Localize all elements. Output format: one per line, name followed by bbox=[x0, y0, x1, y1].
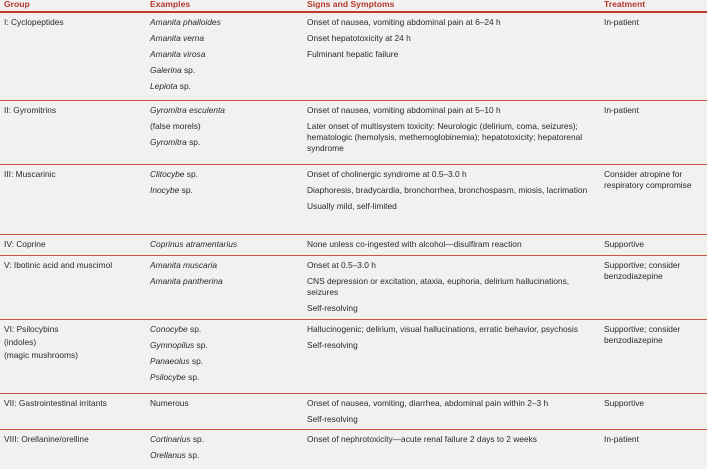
symptom-text: Later onset of multisystem toxicity: Neurologic (delirium, coma, seizures); hematologic (hemolysis, methemoglobinemia); hepatotoxicity; hepatorenal syndrome bbox=[307, 120, 583, 153]
treatment-cell: In-patient bbox=[604, 17, 639, 27]
treatment-cell: In-patient bbox=[604, 105, 639, 115]
group-label: V: Ibotinic acid and muscimol bbox=[4, 260, 113, 270]
species-name: Amanita verna bbox=[150, 32, 204, 43]
signs-cell bbox=[307, 398, 592, 430]
examples-cell bbox=[150, 260, 300, 292]
example-species bbox=[150, 434, 300, 445]
species-suffix: sp. bbox=[185, 449, 200, 460]
symptom-text: Diaphoresis, bradycardia, bronchorrhea, bronchospasm, miosis, lacrimation bbox=[307, 184, 588, 195]
header-signs: Signs and Symptoms bbox=[307, 0, 395, 9]
species-name: Amanita phalloides bbox=[150, 17, 221, 27]
symptom-text: Onset of cholinergic syndrome at 0.5–3.0 h bbox=[307, 169, 467, 179]
species-name: Coprinus atramentarius bbox=[150, 239, 238, 249]
species-suffix: sp. bbox=[189, 355, 204, 366]
symptom-text: Self-resolving bbox=[307, 302, 358, 313]
group-cell bbox=[4, 105, 136, 118]
group-label: VI: Psilocybins bbox=[4, 324, 59, 334]
example-species bbox=[150, 276, 300, 287]
species-suffix: sp. bbox=[184, 169, 198, 179]
symptom-text: None unless co-ingested with alcohol—disulfiram reaction bbox=[307, 239, 522, 249]
species-suffix: sp. bbox=[185, 371, 200, 382]
table-header bbox=[0, 0, 707, 11]
group-label: III: Muscarinic bbox=[4, 169, 56, 179]
example-species bbox=[150, 398, 300, 409]
signs-cell bbox=[307, 169, 592, 217]
group-label: (indoles) bbox=[4, 336, 37, 347]
symptom-text: Self-resolving bbox=[307, 413, 358, 424]
species-suffix: sp. bbox=[190, 434, 204, 444]
symptom-text: Onset at 0.5–3.0 h bbox=[307, 260, 376, 270]
symptom-text: Usually mild, self-limited bbox=[307, 200, 397, 211]
example-species bbox=[150, 185, 300, 196]
table-row bbox=[0, 320, 707, 394]
table-row bbox=[0, 394, 707, 430]
species-suffix: sp. bbox=[194, 339, 208, 350]
symptom-text: Onset of nausea, vomiting abdominal pain at 5–10 h bbox=[307, 105, 501, 115]
signs-cell bbox=[307, 260, 592, 319]
treatment-cell: Consider atropine for respiratory compromise bbox=[604, 169, 692, 190]
symptom-text: Onset of nausea, vomiting, diarrhea, abdominal pain within 2–3 h bbox=[307, 398, 549, 408]
table-row bbox=[0, 430, 707, 469]
group-cell bbox=[4, 17, 136, 30]
example-species bbox=[150, 137, 300, 148]
symptom-text: Self-resolving bbox=[307, 339, 358, 350]
group-cell bbox=[4, 324, 136, 363]
example-species bbox=[150, 372, 300, 383]
example-species bbox=[150, 17, 300, 28]
species-suffix: sp. bbox=[181, 64, 196, 75]
symptom-text: Onset of nephrotoxicity—acute renal failure 2 days to 2 weeks bbox=[307, 434, 537, 444]
species-suffix: (false morels) bbox=[150, 120, 201, 131]
example-species bbox=[150, 33, 300, 44]
species-name: Conocybe bbox=[150, 324, 188, 334]
example-species bbox=[150, 169, 300, 180]
signs-cell bbox=[307, 434, 592, 450]
examples-cell bbox=[150, 105, 300, 153]
example-species bbox=[150, 260, 300, 271]
species-suffix: sp. bbox=[187, 324, 202, 334]
group-cell bbox=[4, 239, 136, 252]
signs-cell bbox=[307, 324, 592, 356]
examples-cell bbox=[150, 17, 300, 97]
example-species bbox=[150, 121, 300, 132]
treatment-cell: Supportive bbox=[604, 239, 645, 249]
table-row bbox=[0, 13, 707, 101]
species-name: Amanita virosa bbox=[150, 48, 206, 59]
species-name: Galerina bbox=[150, 64, 182, 75]
table-row bbox=[0, 101, 707, 165]
species-name: Clitocybe bbox=[150, 169, 185, 179]
treatment-cell: Supportive; consider benzodiazepine bbox=[604, 324, 681, 345]
example-species bbox=[150, 81, 300, 92]
examples-cell bbox=[150, 239, 300, 255]
group-label: II: Gyromitrins bbox=[4, 105, 57, 115]
example-species bbox=[150, 324, 300, 335]
table-row bbox=[0, 235, 707, 256]
species-name: Inocybe bbox=[150, 184, 180, 195]
group-label: VII: Gastrointestinal irritants bbox=[4, 398, 107, 408]
group-cell bbox=[4, 398, 136, 411]
example-species bbox=[150, 340, 300, 351]
symptom-text: Hallucinogenic; delirium, visual hallucinations, erratic behavior, psychosis bbox=[307, 324, 578, 334]
species-name: Psilocybe bbox=[150, 371, 186, 382]
signs-cell bbox=[307, 105, 592, 159]
group-label: (magic mushrooms) bbox=[4, 349, 78, 360]
example-species bbox=[150, 356, 300, 367]
example-species bbox=[150, 105, 300, 116]
examples-cell bbox=[150, 324, 300, 388]
examples-cell bbox=[150, 434, 300, 466]
header-group: Group bbox=[4, 0, 30, 9]
species-name: Cortinarius bbox=[150, 434, 191, 444]
species-name: Gymnopilus bbox=[150, 339, 195, 350]
species-name: Amanita muscaria bbox=[150, 260, 218, 270]
species-suffix: sp. bbox=[177, 80, 191, 91]
species-suffix: sp. bbox=[179, 184, 193, 195]
example-species bbox=[150, 49, 300, 60]
symptom-text: Onset of nausea, vomiting abdominal pain at 6–24 h bbox=[307, 17, 501, 27]
species-name: Panaeolus bbox=[150, 355, 190, 366]
species-name: Gyromitra esculenta bbox=[150, 105, 225, 115]
group-cell bbox=[4, 434, 136, 447]
group-label: I: Cyclopeptides bbox=[4, 17, 64, 27]
signs-cell bbox=[307, 239, 592, 255]
signs-cell bbox=[307, 17, 592, 65]
species-name: Gyromitra bbox=[150, 136, 187, 147]
example-species bbox=[150, 450, 300, 461]
species-suffix: Numerous bbox=[150, 398, 189, 408]
example-species bbox=[150, 65, 300, 76]
symptom-text: Fulminant hepatic failure bbox=[307, 48, 399, 59]
symptom-text: Onset hepatotoxicity at 24 h bbox=[307, 32, 411, 43]
species-name: Orellanus bbox=[150, 449, 186, 460]
table-row bbox=[0, 165, 707, 235]
treatment-cell: Supportive; consider benzodiazepine bbox=[604, 260, 681, 281]
treatment-cell: Supportive bbox=[604, 398, 645, 408]
species-name: Amanita pantherina bbox=[150, 275, 223, 286]
species-suffix: sp. bbox=[186, 136, 201, 147]
group-cell bbox=[4, 169, 136, 182]
treatment-cell: In-patient bbox=[604, 434, 639, 444]
species-name: Lepiota bbox=[150, 80, 178, 91]
header-examples: Examples bbox=[150, 0, 191, 9]
group-label: IV: Coprine bbox=[4, 239, 46, 249]
symptom-text: CNS depression or excitation, ataxia, euphoria, delirium hallucinations, seizures bbox=[307, 275, 570, 297]
group-cell bbox=[4, 260, 136, 273]
group-label: VIII: Orellanine/orelline bbox=[4, 434, 89, 444]
header-treatment: Treatment bbox=[604, 0, 646, 9]
examples-cell bbox=[150, 398, 300, 414]
table-row bbox=[0, 256, 707, 320]
examples-cell bbox=[150, 169, 300, 201]
example-species bbox=[150, 239, 300, 250]
